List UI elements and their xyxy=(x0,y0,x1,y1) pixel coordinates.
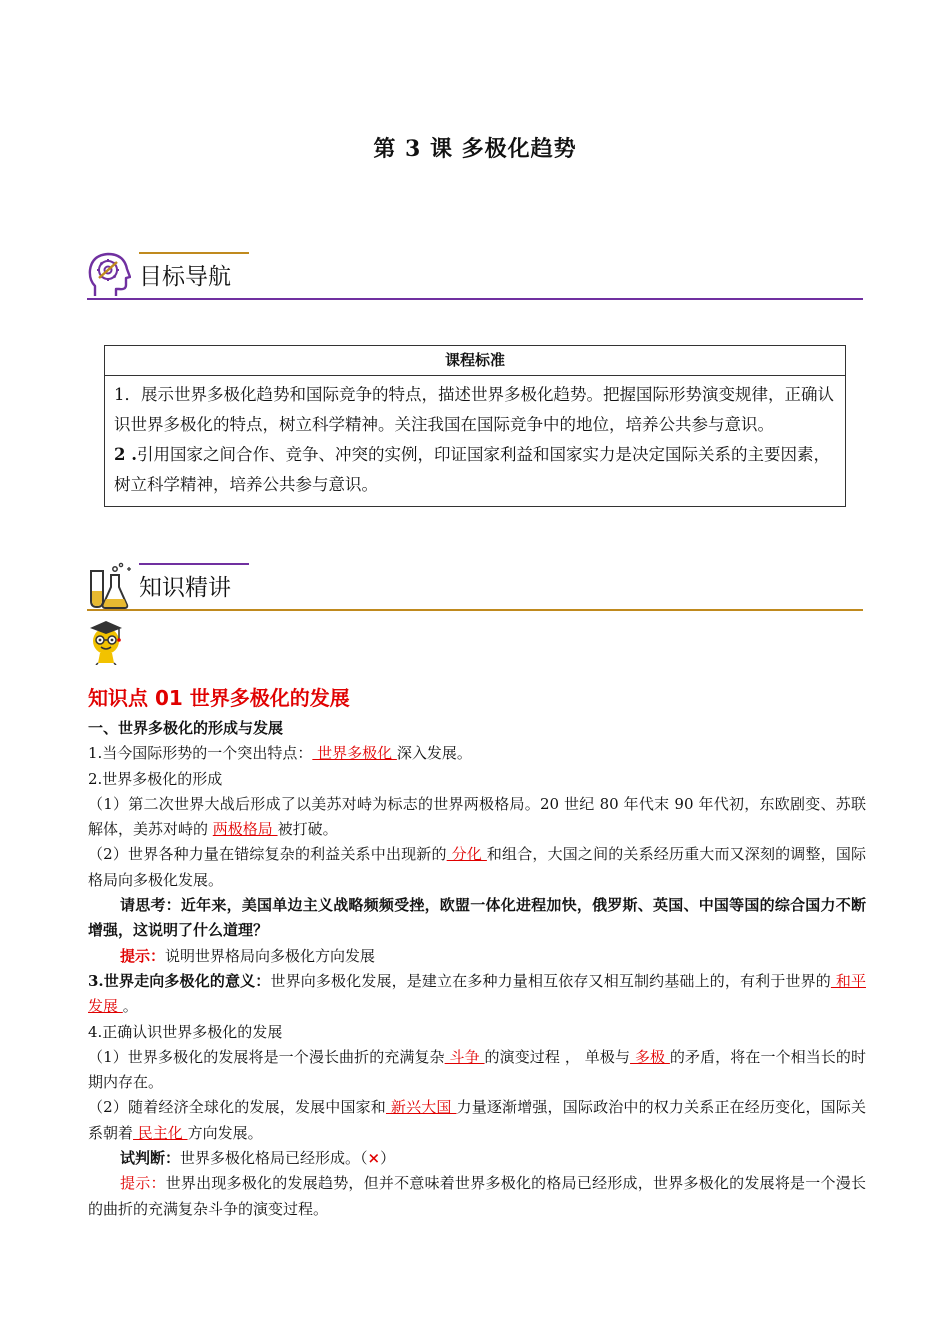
section-divider xyxy=(87,298,863,300)
header-decoration xyxy=(139,563,249,565)
answer-blank: 两极格局 xyxy=(212,820,278,839)
content-line xyxy=(88,741,866,766)
answer-blank: 和平发展 xyxy=(88,971,866,1016)
hint-line xyxy=(88,1171,866,1222)
section-goal-title: 目标导航 xyxy=(139,264,231,290)
judge-text: 世界多极化格局已经形成。 xyxy=(180,1149,361,1168)
text: （1）第二次世界大战后形成了以美苏对峙为标志的世界两极格局。20 世纪 80 年代末 90 年代初，东欧剧变、苏联解体，美苏对峙的 xyxy=(88,794,866,839)
judge-label: 试判断： xyxy=(120,1149,181,1168)
text: 的演变过程 ， 单极与 xyxy=(484,1047,631,1066)
curriculum-standards-table xyxy=(104,345,846,507)
section-goal-header xyxy=(87,250,863,300)
answer-blank: 世界多极化 xyxy=(312,744,397,763)
answer-blank: 分化 xyxy=(446,845,487,864)
text: （2）世界各种力量在错综复杂的利益关系中出现新的 xyxy=(88,845,447,864)
standard-item-2 xyxy=(114,440,837,500)
table-body xyxy=(105,376,845,506)
text: ） xyxy=(380,1149,396,1168)
graduate-mascot-icon xyxy=(86,619,126,665)
content-line xyxy=(88,842,866,893)
judge-mark: × xyxy=(367,1149,381,1168)
text: 力量逐渐增强，国际政治中的权力关系正在经历变化，国际关系朝着 xyxy=(88,1098,866,1142)
text: 深入发展。 xyxy=(396,744,472,763)
table-header: 课程标准 xyxy=(105,346,845,376)
text: 方向发展。 xyxy=(187,1123,263,1142)
content-line xyxy=(88,792,866,843)
content-line: 4.正确认识世界多极化的发展 xyxy=(88,1022,283,1041)
standard-item-2-text: 引用国家之间合作、竞争、冲突的实例，印证国家利益和国家实力是决定国际关系的主要因素，树立科学精神，培养公共参与意识。 xyxy=(114,445,830,494)
section-knowledge-header xyxy=(87,561,863,611)
hint-line xyxy=(88,944,866,969)
header-decoration xyxy=(139,252,249,254)
text: 被打破。 xyxy=(277,820,338,839)
hint-label: 提示： xyxy=(120,946,166,965)
answer-blank: 多极 xyxy=(630,1047,670,1066)
hint-text: 世界出现多极化的发展趋势，但并不意味着世界多极化的格局已经形成，世界多极化的发展将是一个漫长的曲折的充满复杂斗争的演变过程。 xyxy=(88,1174,866,1218)
text: 世界向多极化发展，是建立在多种力量相互依存又相互制约基础上的，有利于世界的 xyxy=(270,971,831,990)
text: 1.当今国际形势的一个突出特点： xyxy=(88,744,313,763)
text: （2）随着经济全球化的发展，发展中国家和 xyxy=(88,1098,386,1117)
text: 的矛盾，将在一个相当长的时期内存在。 xyxy=(88,1047,866,1092)
judge-line xyxy=(88,1146,866,1171)
text: 和组合，大国之间的关系经历重大而又深刻的调整，国际格局向多极化发展。 xyxy=(88,845,866,889)
content-line xyxy=(88,1095,866,1146)
text: 。 xyxy=(122,997,138,1016)
standard-item-2-number: 2 . xyxy=(114,445,137,464)
text: （ xyxy=(360,1149,368,1168)
section-knowledge-title: 知识精讲 xyxy=(139,575,231,601)
lesson-title: 第 3 课 多极化趋势 xyxy=(373,136,577,162)
bold-label: 3.世界走向多极化的意义： xyxy=(88,971,271,990)
content-line xyxy=(88,1045,866,1096)
standard-item-1: 1．展示世界多极化趋势和国际竞争的特点，描述世界多极化趋势。把握国际形势演变规律，正确认识世界多极化的特点，树立科学精神。关注我国在国际竞争中的地位，培养公共参与意识。 xyxy=(114,385,834,434)
answer-blank: 新兴大国 xyxy=(385,1098,457,1117)
head-gear-icon xyxy=(87,250,131,298)
answer-blank: 斗争 xyxy=(444,1047,485,1066)
content-line xyxy=(88,969,866,1020)
hint-text: 说明世界格局向多极化方向发展 xyxy=(165,946,376,965)
hint-label: 提示： xyxy=(120,1174,166,1193)
section-divider xyxy=(87,609,863,611)
lab-flask-icon xyxy=(87,561,131,609)
text: （1）世界多极化的发展将是一个漫长曲折的充满复杂 xyxy=(88,1047,445,1066)
answer-blank: 民主化 xyxy=(133,1123,188,1142)
content-line: 2.世界多极化的形成 xyxy=(88,769,223,788)
knowledge-content xyxy=(88,716,866,1222)
knowledge-point-title: 知识点 01 世界多极化的发展 xyxy=(88,686,350,710)
subheading: 一、世界多极化的形成与发展 xyxy=(88,719,284,737)
think-question: 请思考：近年来，美国单边主义战略频频受挫，欧盟一体化进程加快，俄罗斯、英国、中国等国的综合国力不断增强，这说明了什么道理？ xyxy=(88,896,866,940)
